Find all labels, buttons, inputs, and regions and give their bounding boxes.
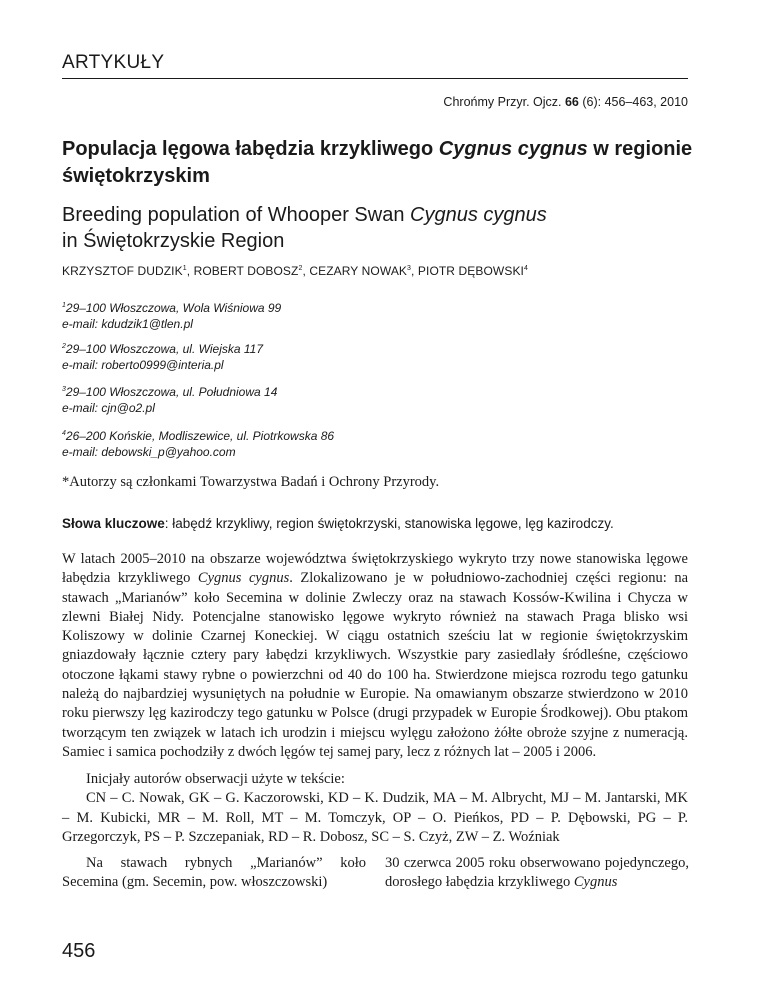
citation-volume: 66: [564, 95, 579, 109]
affiliation: $^2$29–100 Włoszczowa, ul. Wiejska 117 e-mail: roberto0999@interia.pl: [62, 342, 264, 372]
affiliation-email: e-mail: roberto0999@interia.pl: [62, 357, 224, 372]
body-column-right: 30 czerwca 2005 roku obserwowano pojedynczego, dorosłego łabędzia krzykliwego Cygnus: [385, 855, 689, 891]
keywords-text: : łabędź krzykliwy, region świętokrzyski, stanowiska lęgowe, lęg kazirodczy.: [164, 516, 614, 531]
title-polish: Populacja lęgowa łabędzia krzykliwego Cygnus cygnus w regionie świętokrzyskim: [62, 138, 693, 187]
affiliation-email: e-mail: kdudzik1@tlen.pl: [62, 316, 193, 331]
affiliation: $^4$26–200 Końskie, Modliszewice, ul. Piotrkowska 86 e-mail: debowski_p@yahoo.com: [62, 429, 335, 459]
title-en-species: Cygnus cygnus: [410, 204, 547, 226]
affiliation-email: e-mail: cjn@o2.pl: [62, 400, 155, 415]
citation-pages: (6): 456–463, 2010: [578, 95, 688, 109]
author: PIOTR DĘBOWSKI: [417, 264, 524, 278]
keywords-label: Słowa kluczowe: [62, 516, 165, 531]
section-label: ARTYKUŁY: [62, 52, 165, 73]
abstract-species: Cygnus cygnus: [197, 570, 290, 587]
journal-citation: [443, 95, 688, 109]
authors-line: KRZYSZTOF DUDZIK$^1$, ROBERT DOBOSZ$^2$, CEZARY NOWAK$^3$, PIOTR DĘBOWSKI$^4$: [62, 264, 528, 278]
initials-list: CN – C. Nowak, GK – G. Kaczorowski, KD – K. Dudzik, MA – M. Albrycht, MJ – M. Jantarski, MK – M. Kubicki, MR – M. Roll, MT – M. Tomczyk, OP – O. Pieńkos, PD – P. Dębowski, PG – P. Grzegorczyk, PS – P. Szczepaniak, RD – R. Dobosz, SC – S. Czyż, ZW – Z. Woźniak: [62, 790, 688, 845]
citation-journal: Chrońmy Przyr. Ojcz.: [443, 95, 565, 109]
body-column-left: Na stawach rybnych „Marianów” koło Secemina (gm. Secemin, pow. włoszczowski): [62, 855, 366, 891]
page-number: 456: [62, 940, 96, 962]
title-species: Cygnus cygnus: [438, 138, 588, 160]
authors-note: *Autorzy są członkami Towarzystwa Badań i Ochrony Przyrody.: [62, 474, 440, 490]
affiliation-email: e-mail: debowski_p@yahoo.com: [62, 444, 236, 459]
author: KRZYSZTOF DUDZIK: [62, 264, 183, 278]
author: CEZARY NOWAK: [309, 264, 408, 278]
affiliation: $^1$29–100 Włoszczowa, Wola Wiśniowa 99 e-mail: kdudzik1@tlen.pl: [62, 301, 282, 331]
author: ROBERT DOBOSZ: [193, 264, 299, 278]
abstract: W latach 2005–2010 na obszarze województwa świętokrzyskiego wykryto trzy nowe stanowiska lęgowe łabędzia krzykliwego Cygnus cygnus. Zlokalizowano je w południowo-zachodniej części regionu: na stawach „Marianów” koło Secemina w dolinie Zwleczy oraz na stawach Kossów-Kwilina i Chycza w zlewni Białej Nidy. Potencjalne stanowisko lęgowe wykryto również na stawach Praga blisko wsi Koliszowy w dolinie Czarnej Koneckiej. W ciągu ostatnich sześciu lat w regionie świętokrzyskim gniazdowały łącznie cztery pary łabędzi krzykliwych. Wszystkie pary zasiedlały śródleśne, częściowo otoczone łąkami stawy rybne o powierzchni od 40 do 100 ha. Stwierdzone miejsca rozrodu tego gatunku należą do najbardziej wysuniętych na południe w Europie. Na omawianym obszarze stwierdzono w 2010 roku pierwszy lęg kazirodczy tego gatunku w Polsce (drugi przypadek w Europie Środkowej). Obu ptakom tworzącym ten związek w latach ich urodzin i miejscu wylęgu założono żółte obroże szyjne z numeracją. Samiec i samica pochodziły z dwóch lęgów tej samej pary, lecz z różnych lat – 2005 i 2006.: [62, 551, 689, 760]
keywords: [62, 516, 614, 531]
observer-initials: [62, 770, 688, 847]
title-english: Breeding population of Whooper Swan Cygnus cygnus in Świętokrzyskie Region: [62, 204, 547, 252]
affiliation: $^3$29–100 Włoszczowa, ul. Południowa 14 e-mail: cjn@o2.pl: [62, 385, 278, 415]
initials-intro: Inicjały autorów obserwacji użyte w tekście:: [86, 771, 345, 787]
body-species: Cygnus: [573, 874, 618, 891]
section-divider: [62, 78, 688, 79]
